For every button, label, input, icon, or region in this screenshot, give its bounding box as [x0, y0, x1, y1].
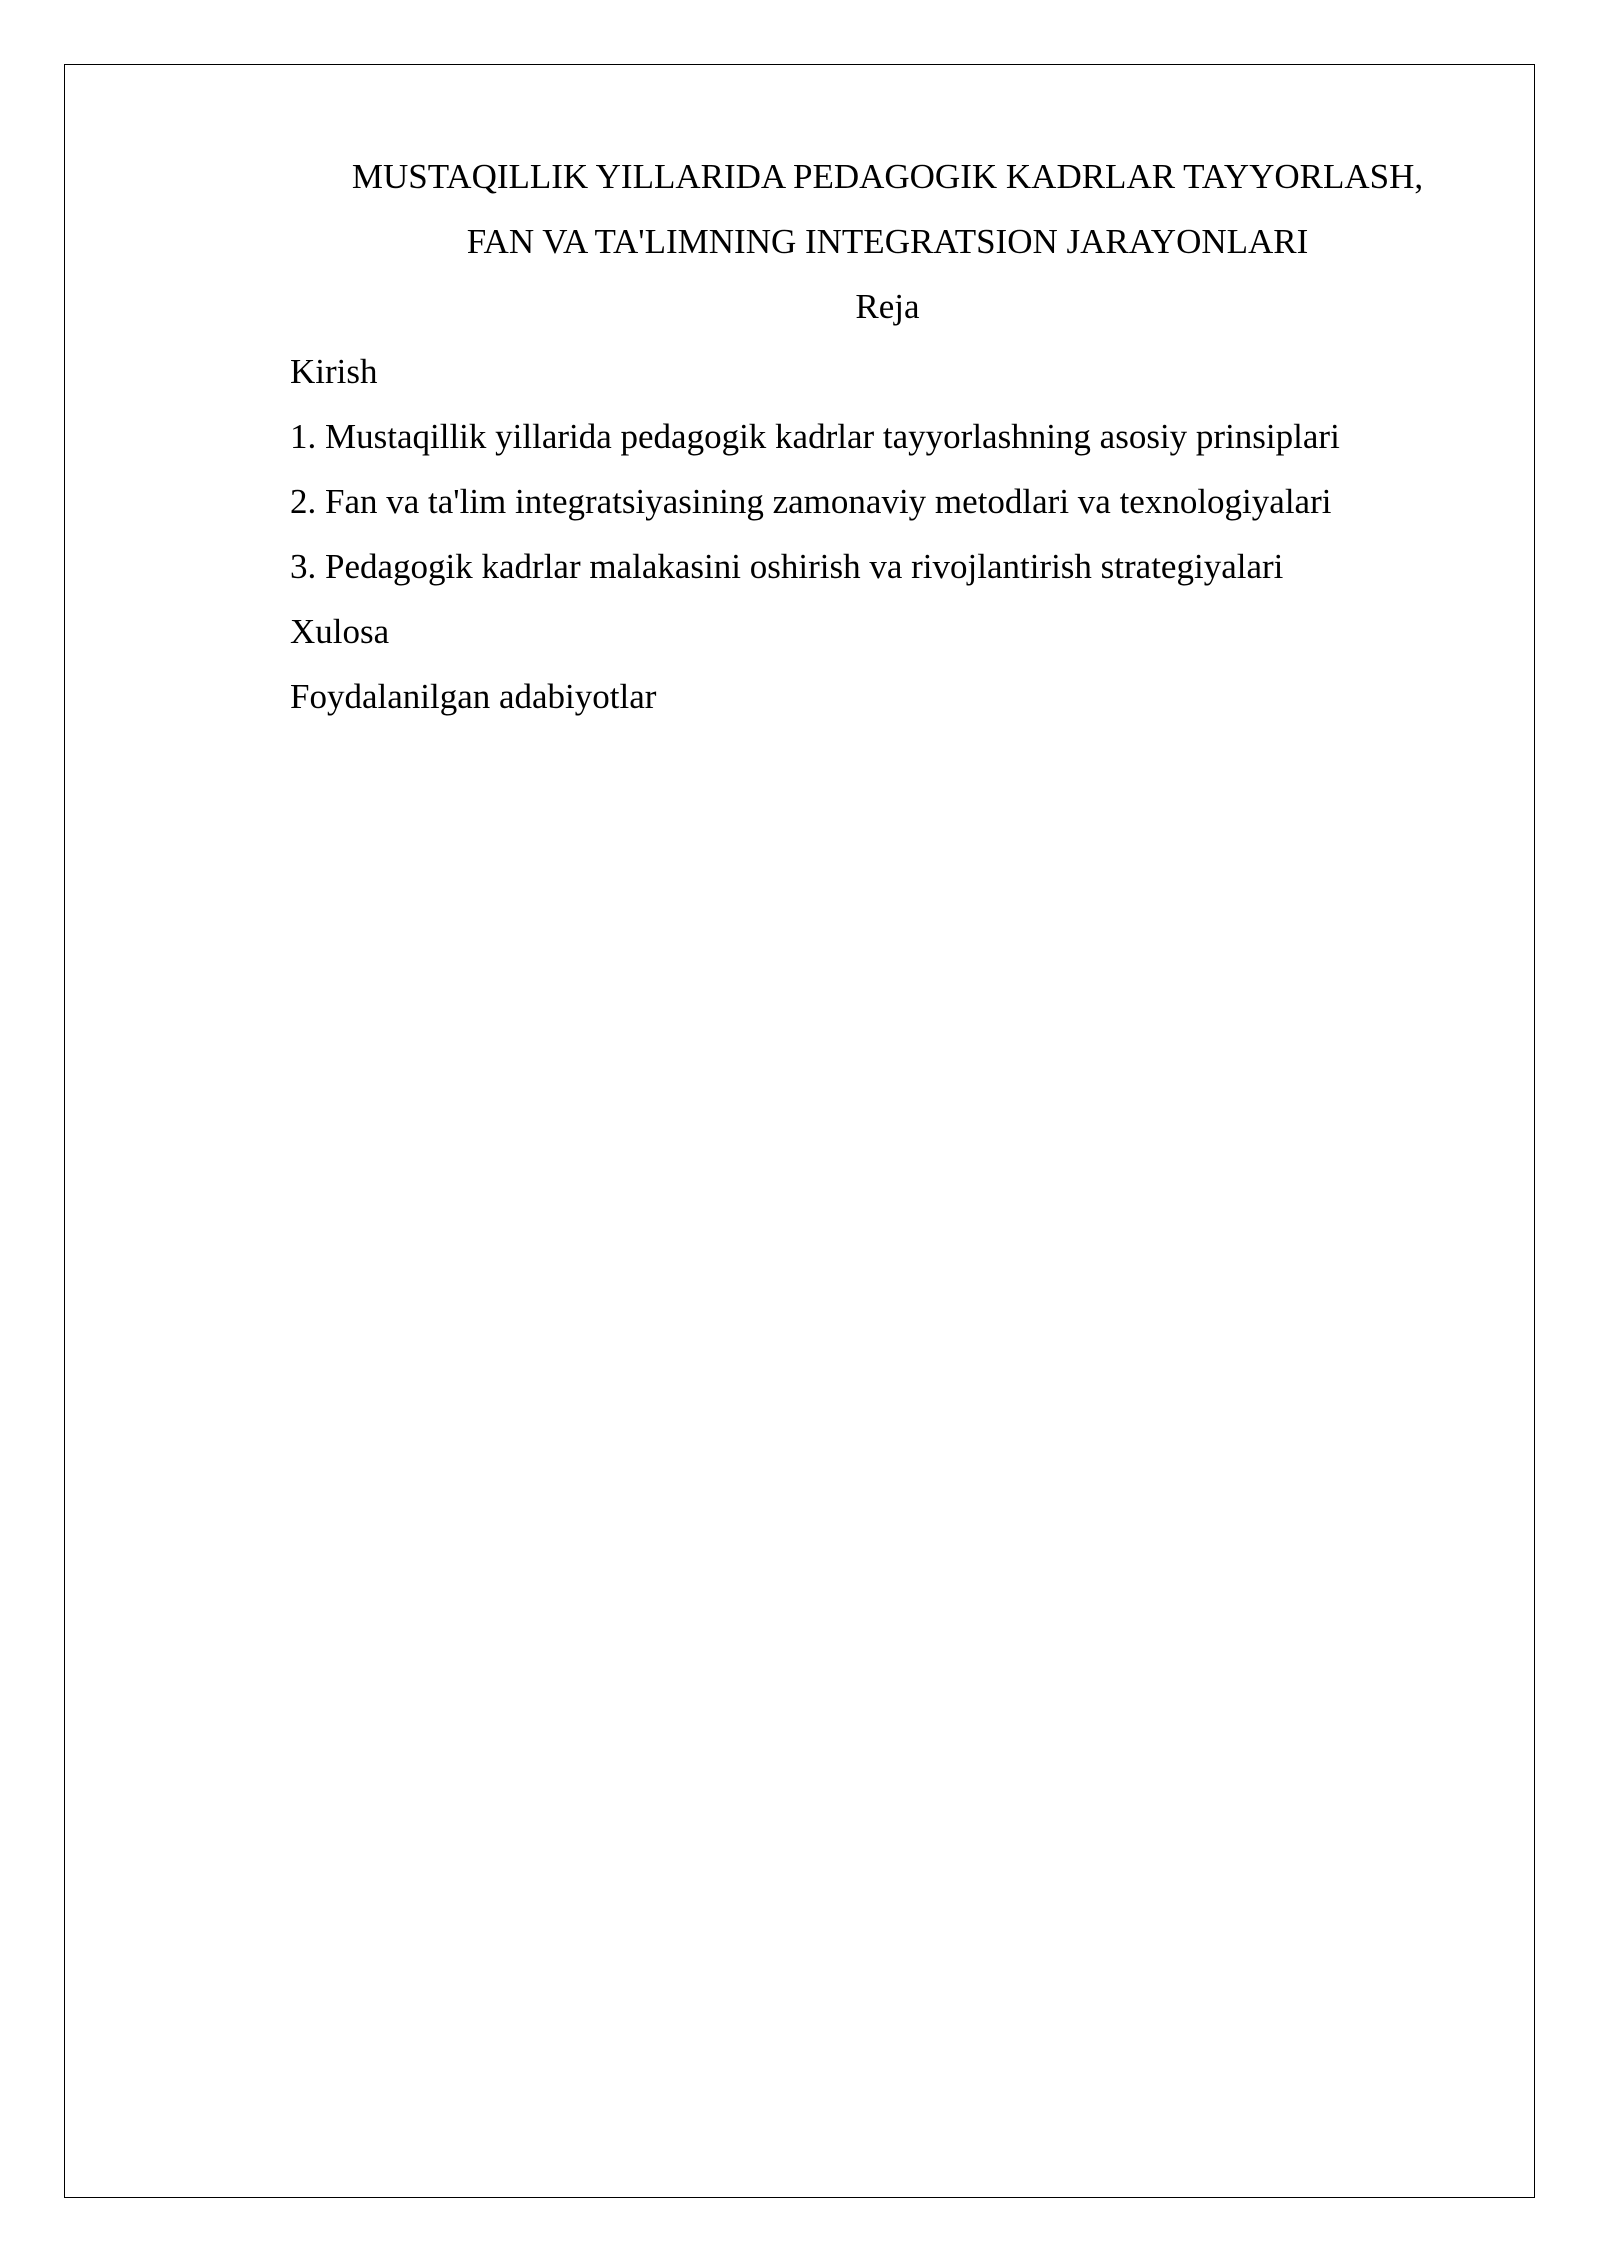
plan-item-references: Foydalanilgan adabiyotlar [290, 677, 657, 716]
plan-item-1: 1. Mustaqillik yillarida pedagogik kadrlar tayyorlashning asosiy prinsiplari [290, 417, 1340, 456]
document-title-line-1: MUSTAQILLIK YILLARIDA PEDAGOGIK KADRLAR TAYYORLASH, [351, 157, 1424, 196]
document-content [290, 144, 1470, 729]
plan-item-2: 2. Fan va ta'lim integratsiyasining zamonaviy metodlari va texnologiyalari [290, 482, 1332, 521]
plan-heading: Reja [855, 287, 920, 326]
plan-item-conclusion: Xulosa [290, 612, 390, 651]
plan-item-3: 3. Pedagogik kadrlar malakasini oshirish va rivojlantirish strategiyalari [290, 547, 1284, 586]
plan-item-introduction: Kirish [290, 352, 378, 391]
document-title-line-2: FAN VA TA'LIMNING INTEGRATSION JARAYONLARI [466, 222, 1309, 261]
